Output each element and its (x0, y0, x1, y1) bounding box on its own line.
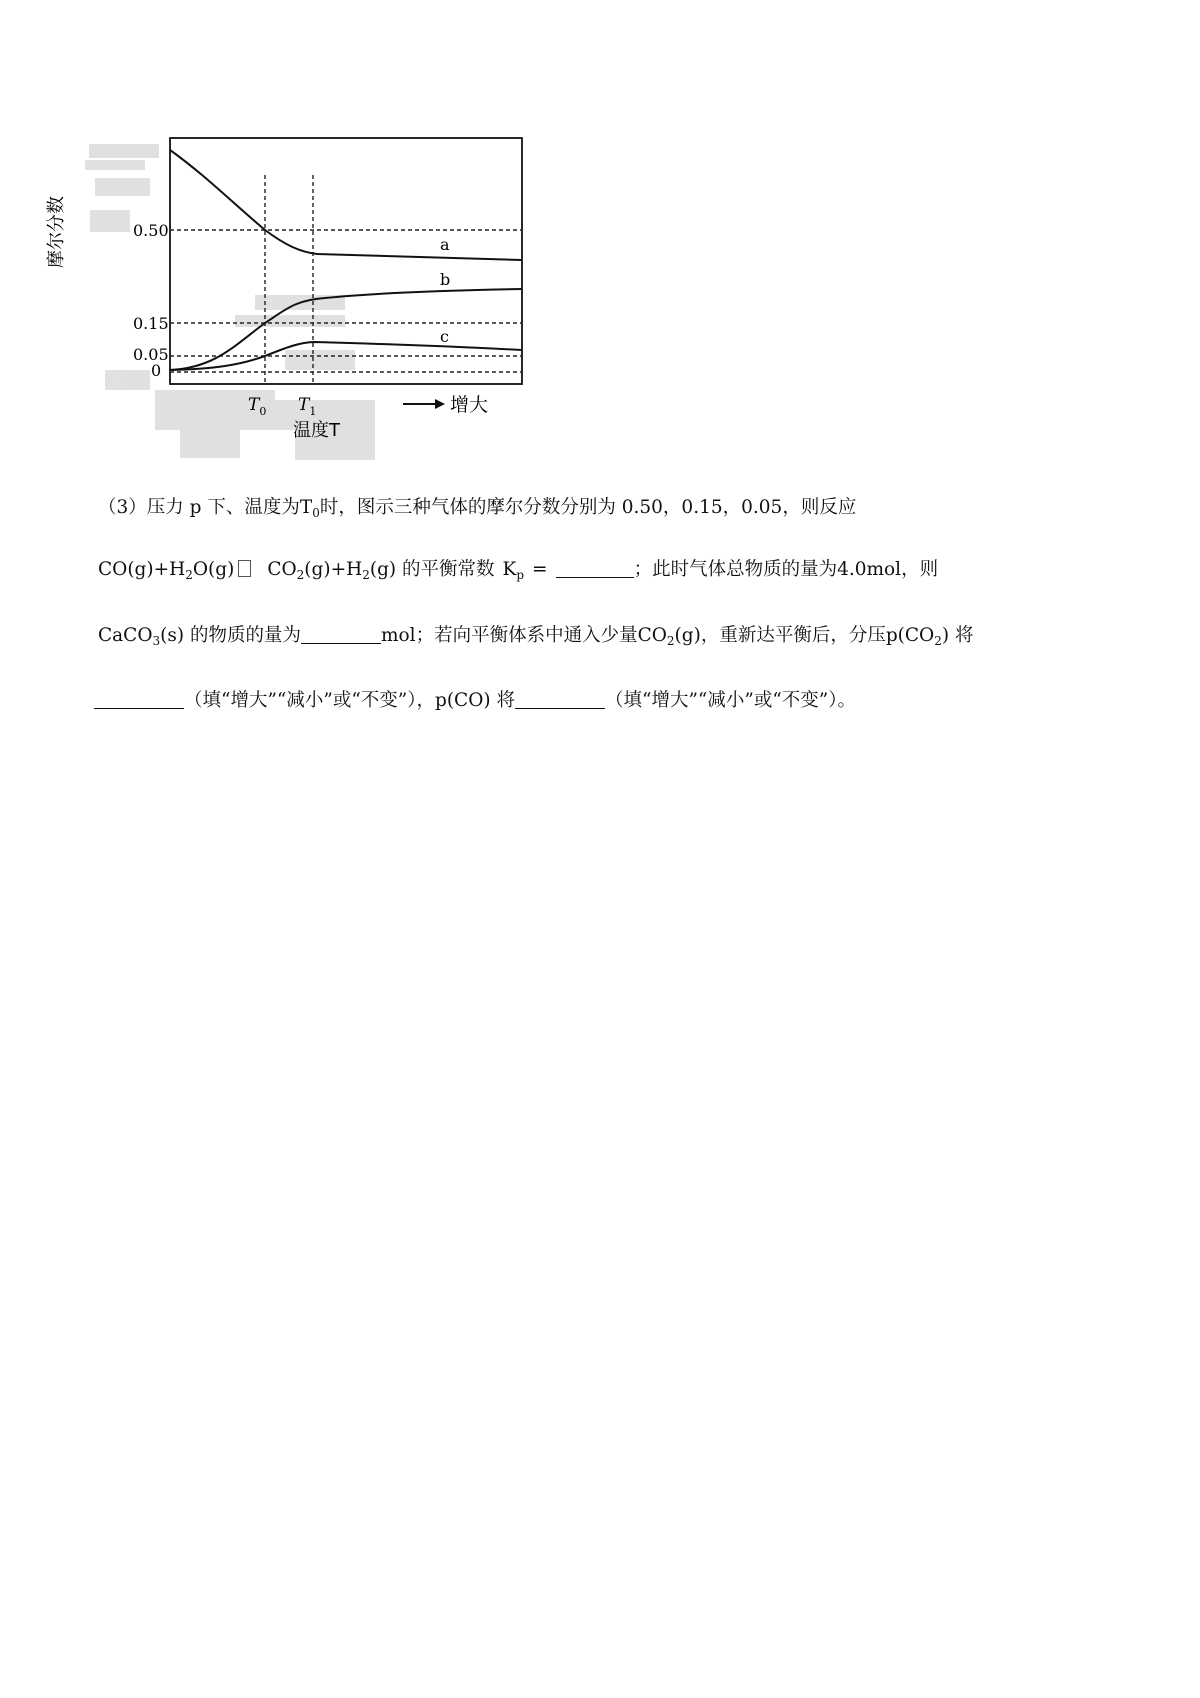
text-segment: (s) 的物质的量为 (160, 625, 301, 646)
scan-texture (85, 144, 375, 460)
text-segment: CO (637, 625, 667, 646)
text-segment: p(CO (885, 625, 935, 646)
temperature-symbol: $T_0$ (299, 497, 320, 520)
y-tick-label: 0.15 (133, 314, 169, 333)
question-line-1 (98, 494, 1138, 522)
curve-a (170, 150, 522, 260)
series-label-b: b (440, 270, 451, 289)
text-segment: ；此时气体总物质的量为4.0mol，则 (633, 559, 939, 580)
text-segment: = (532, 559, 548, 580)
question-line-3: CaCO$_3$(s) 的物质的量为 mol；若向平衡体系中通入少量$CO_2(g)$，重新达平衡后，分压$p(CO_2)$ 将 (98, 625, 974, 648)
y-axis-title: 摩尔分数 (46, 196, 67, 268)
answer-blank-pco[interactable] (515, 690, 605, 709)
text-segment: (g)，重新达平衡后，分压 (674, 625, 886, 646)
answer-blank-pco2[interactable] (94, 690, 184, 709)
text-segment: （填“增大”“减小”或“不变”）。 (604, 690, 856, 711)
x-arrow-head (435, 399, 445, 409)
y-tick-label: 0 (151, 361, 162, 380)
question-line-4 (94, 687, 1134, 715)
answer-blank-caco3[interactable] (301, 625, 381, 644)
text-segment: （3）压力 p 下、温度为 (98, 497, 300, 518)
text-segment: CO(g)+H (98, 559, 186, 580)
text-segment: （填“增大”“减小”或“不变”），p(CO) 将 (184, 690, 515, 711)
text-segment: (g)+H (304, 559, 363, 580)
text-segment: 时，图示三种气体的摩尔分数分别为 0.50，0.15，0.05，则反应 (319, 497, 857, 518)
x-axis-title: 温度T (293, 420, 340, 441)
text-segment: CO (267, 559, 297, 580)
y-tick-label: 0.05 (133, 345, 169, 364)
y-tick-label: 0.50 (133, 221, 169, 240)
answer-blank-kp[interactable] (556, 559, 634, 578)
text-segment: (g) 的平衡常数 (369, 559, 495, 580)
text-segment: ) 将 (941, 625, 974, 646)
chart-svg (46, 120, 545, 480)
series-label-c: c (440, 327, 449, 346)
text-segment: CaCO (98, 625, 153, 646)
series-label-a: a (440, 235, 450, 254)
text-segment: O(g) (192, 559, 235, 580)
x-tick-label-T0: $T_0$ (248, 395, 267, 418)
equilibrium-arrow-icon (238, 560, 251, 577)
question-line-2: $CO(g)+H_2O(g)$ $CO_2(g)+H_2(g)$ 的平衡常数 $K_p$ = ；此时气体总物质的量为4.0mol，则 (98, 559, 939, 582)
kp-symbol: K (502, 559, 517, 580)
mole-fraction-chart (46, 120, 545, 480)
x-tick-label-T1: $T_1$ (298, 395, 317, 418)
x-arrow-label: 增大 (450, 394, 489, 416)
text-segment: mol；若向平衡体系中通入少量 (380, 625, 638, 646)
